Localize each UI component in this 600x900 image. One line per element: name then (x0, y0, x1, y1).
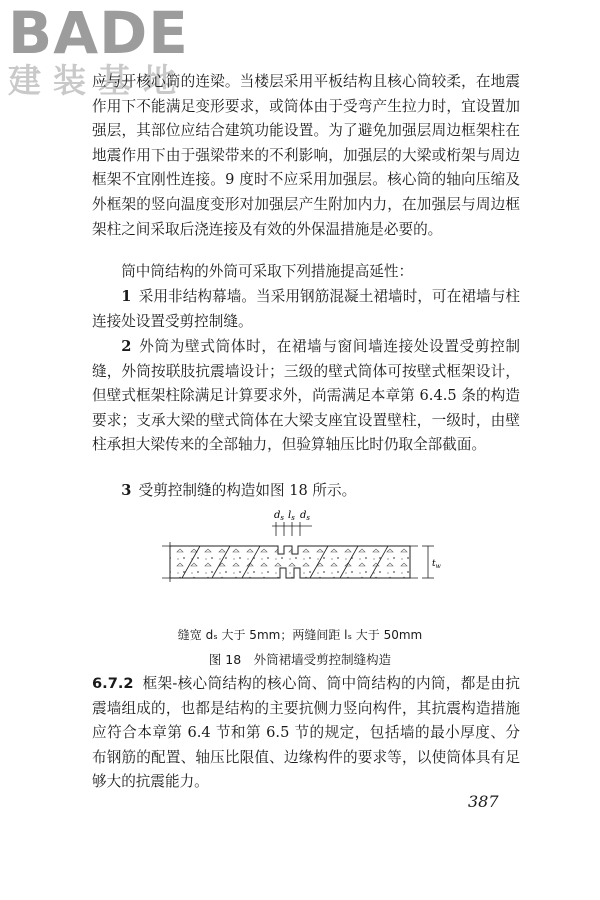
figure-note: 缝宽 dₛ 大于 5mm；两缝间距 lₛ 大于 50mm (177, 628, 423, 642)
dim-label-d-right: $d_s$ (300, 510, 310, 522)
shear-control-joint-figure (160, 506, 450, 616)
skirt-wall-section (170, 546, 410, 578)
paragraph-tube-ductility-intro: 筒中筒结构的外筒可采取下列措施提高延性： (121, 263, 414, 280)
list-item-number: 2 (121, 338, 132, 355)
dim-label-d-left: $d_s$ (274, 510, 284, 522)
paragraph-reinforced-story: 应与开核心筒的连梁。当楼层采用平板结构且核心筒较柔，在地震作用下不能满足变形要求，或筒体由于受弯产生拉力时，宜设置加强层，其部位应结合建筑功能设置。为了避免加强层周边框架柱在地震作用下由于强梁带来的不利影响，加强层的大梁或桁架与周边框架不宜刚性连接。9 度时不应采用加强层。核心筒的轴向压缩及外框架的竖向温度变形对加强层产生附加内力，在加强层与周边框架柱之间采取后浇连接及有效的外保温措施是必要的。 (92, 73, 520, 238)
figure-caption: 图 18 外筒裙墙受剪控制缝构造 (208, 652, 392, 667)
logo-brand: BADE (8, 0, 189, 67)
list-item-number: 1 (121, 288, 132, 305)
list-item-text: 外筒为壁式筒体时，在裙墙与窗间墙连接处设置受剪控制缝，外筒按联肢抗震墙设计；三级的壁式筒体可按壁式框架设计，但壁式框架柱除满足计算要求外，尚需满足本章第 6.4.5 条的构造要求；支承大梁的壁式筒体在大梁支座宜设置壁柱，一级时，由壁柱承担大梁传来的全部轴力，但验算轴压比时仍取全部截面。 (92, 338, 520, 454)
list-item-number: 3 (121, 482, 132, 499)
section-text: 框架-核心筒结构的核心筒、筒中筒结构的内筒，都是由抗震墙组成的，也都是结构的主要抗侧力竖向构件，其抗震构造措施应符合本章第 6.4 节和第 6.5 节的规定，包括墙的最小厚度、分布钢筋的配置、轴压比限值、边缘构件的要求等，以使筒体具有足够大的抗震能力。 (92, 675, 520, 791)
break-ends-right (410, 546, 418, 578)
dim-label-l: $l_s$ (288, 510, 295, 522)
list-item-1 (92, 285, 520, 334)
section-6-7-2 (92, 672, 520, 795)
section-number: 6.7.2 (92, 675, 134, 692)
list-item-text: 采用非结构幕墙。当采用钢筋混凝土裙墙时，可在裙墙与柱连接处设置受剪控制缝。 (92, 288, 520, 330)
list-item-3 (92, 479, 520, 504)
dim-label-t: $t_w$ (432, 559, 441, 570)
list-item-text: 受剪控制缝的构造如图 18 所示。 (138, 482, 357, 499)
list-item-2 (92, 335, 520, 458)
page-number: 387 (468, 792, 499, 811)
logo-subtitle: 建装基地 (8, 61, 188, 100)
